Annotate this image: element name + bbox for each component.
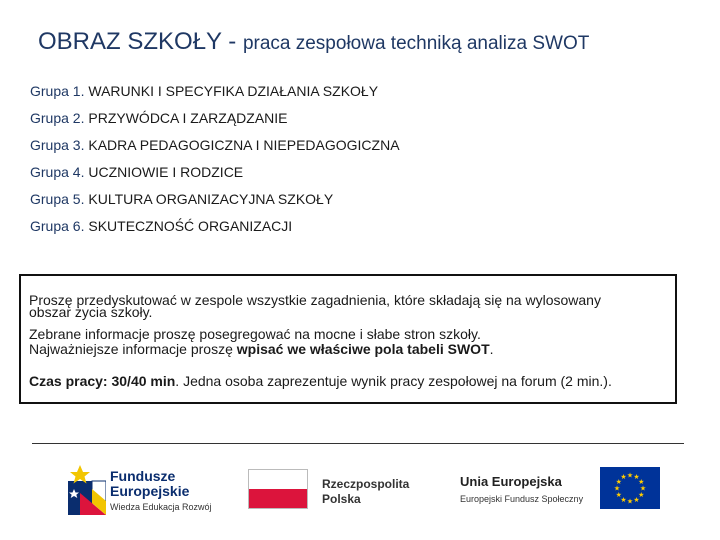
- fe-line-2: Europejskie: [110, 483, 190, 499]
- group-item: [30, 136, 690, 163]
- fe-line-1: Fundusze: [110, 468, 176, 484]
- work-time-bold: Czas pracy: 30/40 min: [29, 373, 176, 389]
- footer-logos: [0, 455, 720, 525]
- instruction-line-4-post: .: [489, 341, 494, 357]
- instructions-box: [19, 274, 677, 404]
- group-label: Grupa 2.: [30, 110, 85, 126]
- group-item: [30, 163, 690, 190]
- instruction-line-4-bold: wpisać we właściwe pola tabeli SWOT: [236, 341, 490, 357]
- rp-line-2: Polska: [322, 492, 361, 506]
- group-list: [30, 82, 690, 244]
- eu-star-icon: ★: [633, 496, 640, 504]
- eu-star-icon: ★: [626, 498, 634, 506]
- ue-title: Unia Europejska: [460, 474, 562, 489]
- eu-star-icon: ★: [626, 472, 634, 480]
- group-item: [30, 190, 690, 217]
- group-name: UCZNIOWIE I RODZICE: [88, 164, 244, 180]
- fundusze-europejskie-logo-icon: [66, 463, 106, 515]
- group-name: KULTURA ORGANIZACYJNA SZKOŁY: [88, 191, 334, 207]
- eu-star-icon: ★: [620, 496, 627, 504]
- instruction-line-2: obszar życia szkoły.: [29, 304, 153, 320]
- group-label: Grupa 1.: [30, 83, 85, 99]
- title-main: OBRAZ SZKOŁY -: [38, 28, 243, 55]
- work-time-rest: . Jedna osoba zaprezentuje wynik pracy zespołowej na forum (2 min.).: [175, 373, 612, 389]
- group-label: Grupa 3.: [30, 137, 85, 153]
- fe-program: Wiedza Edukacja Rozwój: [110, 502, 212, 512]
- instruction-line-4: [29, 342, 667, 357]
- poland-flag-icon: [248, 469, 308, 509]
- group-name: PRZYWÓDCA I ZARZĄDZANIE: [88, 110, 288, 126]
- eu-star-icon: ★: [620, 474, 627, 482]
- group-name: WARUNKI I SPECYFIKA DZIAŁANIA SZKOŁY: [88, 83, 379, 99]
- eu-star-icon: ★: [615, 479, 622, 486]
- eu-star-icon: ★: [638, 492, 645, 499]
- fundusze-europejskie-text: [110, 469, 212, 512]
- eu-star-icon: ★: [633, 474, 640, 482]
- group-label: Grupa 5.: [30, 191, 85, 207]
- group-item: [30, 217, 690, 244]
- group-name: KADRA PEDAGOGICZNA I NIEPEDAGOGICZNA: [88, 137, 400, 153]
- group-item: [30, 82, 690, 109]
- rp-line-1: Rzeczpospolita: [322, 477, 410, 491]
- eu-flag-icon: [600, 467, 660, 509]
- ue-fund: Europejski Fundusz Społeczny: [460, 494, 584, 504]
- instruction-line-3: Zebrane informacje proszę posegregować na mocne i słabe stron szkoły.: [29, 326, 481, 342]
- title-subtitle: praca zespołowa techniką analiza SWOT: [242, 33, 590, 54]
- eu-star-icon: ★: [615, 492, 622, 499]
- instruction-line-1: Proszę przedyskutować w zespole wszystkie zagadnienia, które składają się na wylosowany: [29, 292, 601, 308]
- eu-star-icon: ★: [639, 485, 647, 493]
- footer-divider: [32, 443, 684, 444]
- work-time: [29, 374, 667, 389]
- group-item: [30, 109, 690, 136]
- unia-europejska-text: [460, 474, 583, 504]
- eu-star-icon: ★: [638, 479, 645, 486]
- instruction-line-4-pre: Najważniejsze informacje proszę: [29, 341, 237, 357]
- page-title: [38, 28, 708, 56]
- group-name: SKUTECZNOŚĆ ORGANIZACJI: [88, 218, 293, 234]
- group-label: Grupa 4.: [30, 164, 85, 180]
- group-label: Grupa 6.: [30, 218, 85, 234]
- rzeczpospolita-text: [322, 477, 409, 507]
- eu-star-icon: ★: [613, 485, 621, 493]
